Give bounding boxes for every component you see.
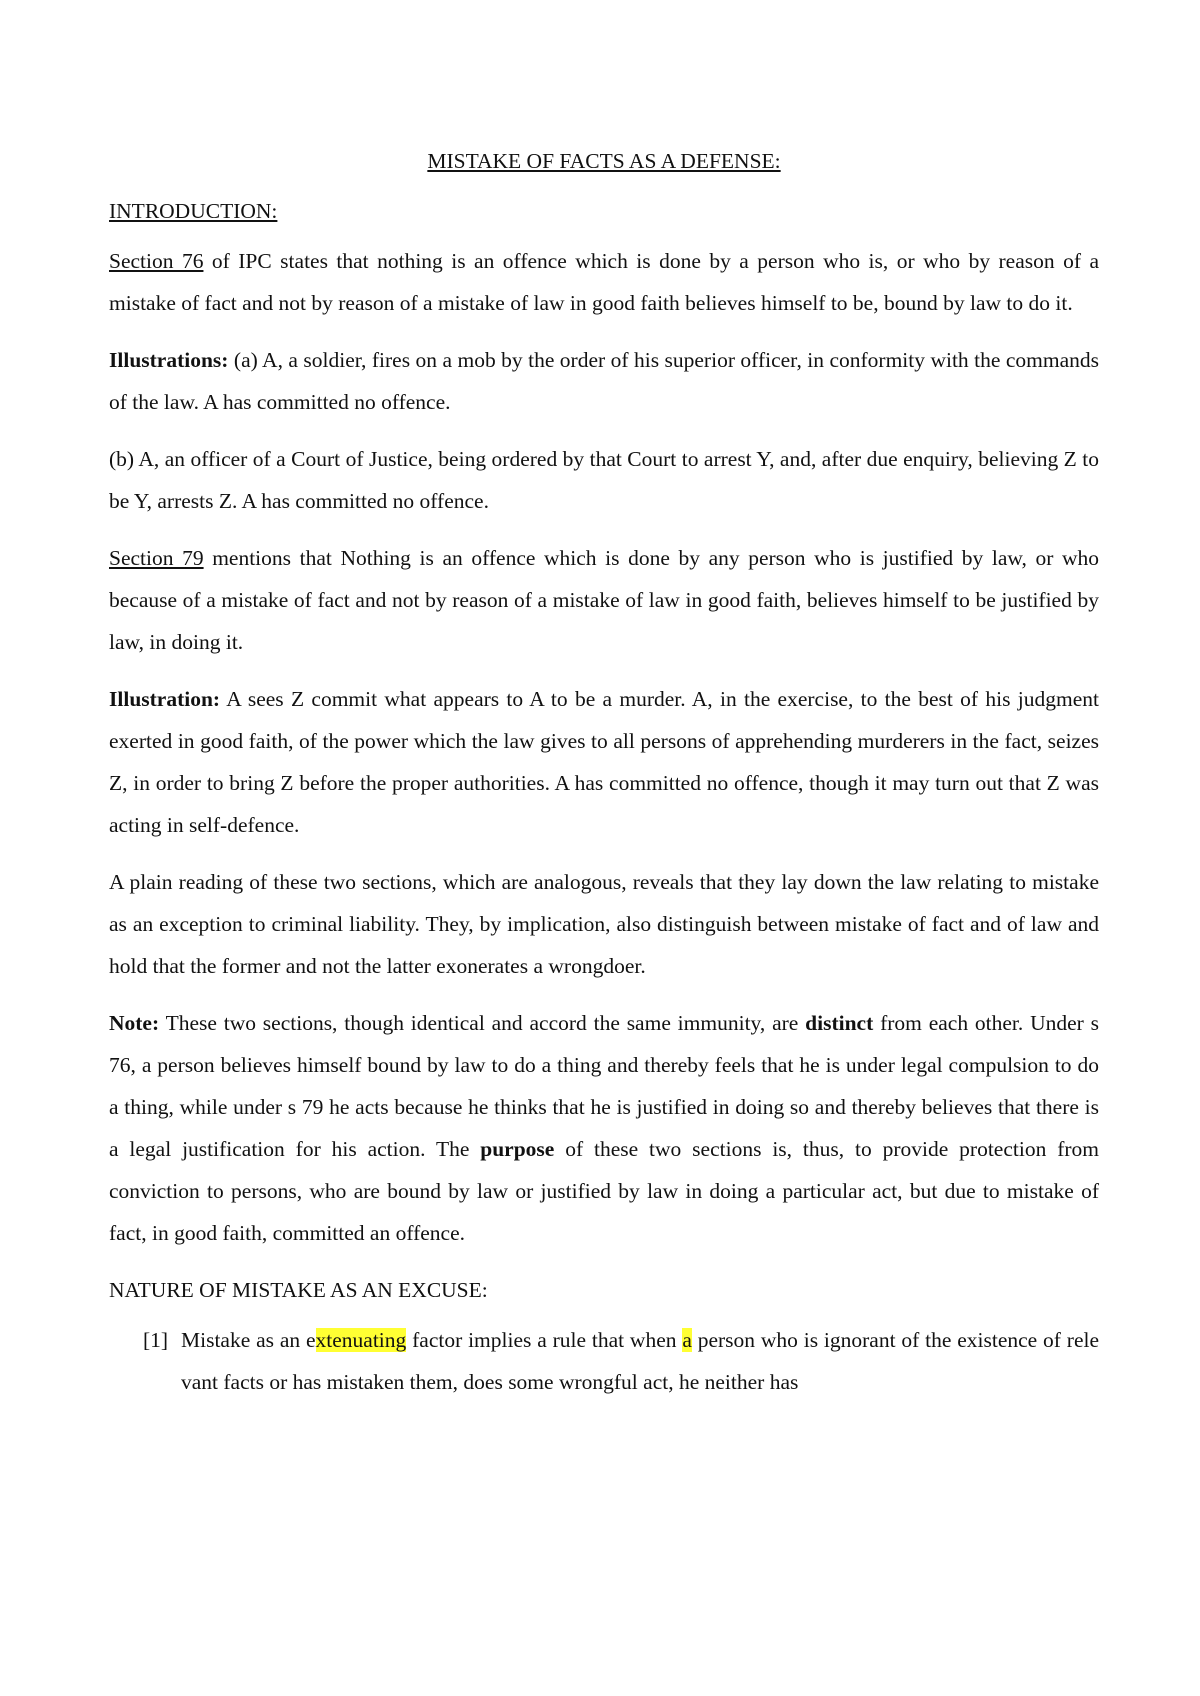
paragraph-text: (a) A, a soldier, fires on a mob by the order of his superior officer, in conformity with the commands of the law. A has committed no offence. [109, 348, 1099, 414]
list-item-text: Mistake as an e [181, 1328, 316, 1352]
list-item [109, 1319, 1099, 1403]
note-label: Note: [109, 1011, 160, 1035]
paragraph-section-79 [109, 537, 1099, 663]
paragraph-text: from each other. Under s 76, a person believes himself bound by law to do a thing and thereby feels that he is under legal compulsion to do a thing, while under s 79 he acts because he thinks that he is justified in doing so and thereby believes that there is a legal justification for his action. The [109, 1011, 1099, 1161]
paragraph-text: mentions that Nothing is an offence which is done by any person who is justified by law, or who because of a mistake of fact and not by reason of a mistake of law in good faith, believes himself to be justified by law, in doing it. [109, 546, 1099, 654]
section-76-reference: Section 76 [109, 249, 204, 273]
paragraph-plain-reading [109, 861, 1099, 987]
list-item-text: person who is ignorant of the existence of rele vant facts or has mistaken them, does some wrongful act, he neither has [181, 1328, 1099, 1394]
paragraph-text: of IPC states that nothing is an offence which is done by a person who is, or who by reason of a mistake of fact and not by reason of a mistake of law in good faith believes himself to be, bound by law to do it. [109, 249, 1099, 315]
introduction-heading: INTRODUCTION: [109, 199, 278, 223]
paragraph-text: of these two sections is, thus, to provide protection from conviction to persons, who are bound by law or justified by law in doing a particular act, but due to mistake of fact, in good faith, committed an offence. [109, 1137, 1099, 1245]
document-page [109, 140, 1099, 1403]
paragraph-text: A plain reading of these two sections, which are analogous, reveals that they lay down the law relating to mistake as an exception to criminal liability. They, by implication, also distinguish between mistake of fact and of law and hold that the former and not the latter exonerates a wrongdoer. [109, 870, 1099, 978]
bold-purpose: purpose [480, 1137, 555, 1161]
paragraph-text: A sees Z commit what appears to A to be a murder. A, in the exercise, to the best of his judgment exerted in good faith, of the power which the law gives to all persons of apprehending murderers in the fact, seizes Z, in order to bring Z before the proper authorities. A has committed no offence, though it may turn out that Z was acting in self-defence. [109, 687, 1099, 837]
paragraph-text: (b) A, an officer of a Court of Justice, being ordered by that Court to arrest Y, and, after due enquiry, believing Z to be Y, arrests Z. A has committed no offence. [109, 447, 1099, 513]
list-marker: [1] [143, 1328, 169, 1352]
paragraph-illustrations [109, 339, 1099, 423]
highlighted-text: xtenuating [315, 1328, 407, 1352]
section-79-reference: Section 79 [109, 546, 204, 570]
illustrations-label: Illustrations: [109, 348, 229, 372]
paragraph-illustration-b [109, 438, 1099, 522]
paragraph-text: These two sections, though identical and accord the same immunity, are [159, 1011, 806, 1035]
illustration-label: Illustration: [109, 687, 221, 711]
bold-distinct: distinct [805, 1011, 874, 1035]
list-item-text: factor implies a rule that when [406, 1328, 683, 1352]
paragraph-illustration [109, 678, 1099, 846]
document-title: MISTAKE OF FACTS AS A DEFENSE: [427, 149, 781, 173]
paragraph-note [109, 1002, 1099, 1254]
paragraph-section-76 [109, 240, 1099, 324]
nature-of-mistake-heading: NATURE OF MISTAKE AS AN EXCUSE: [109, 1278, 488, 1302]
highlighted-text: a [682, 1328, 692, 1352]
